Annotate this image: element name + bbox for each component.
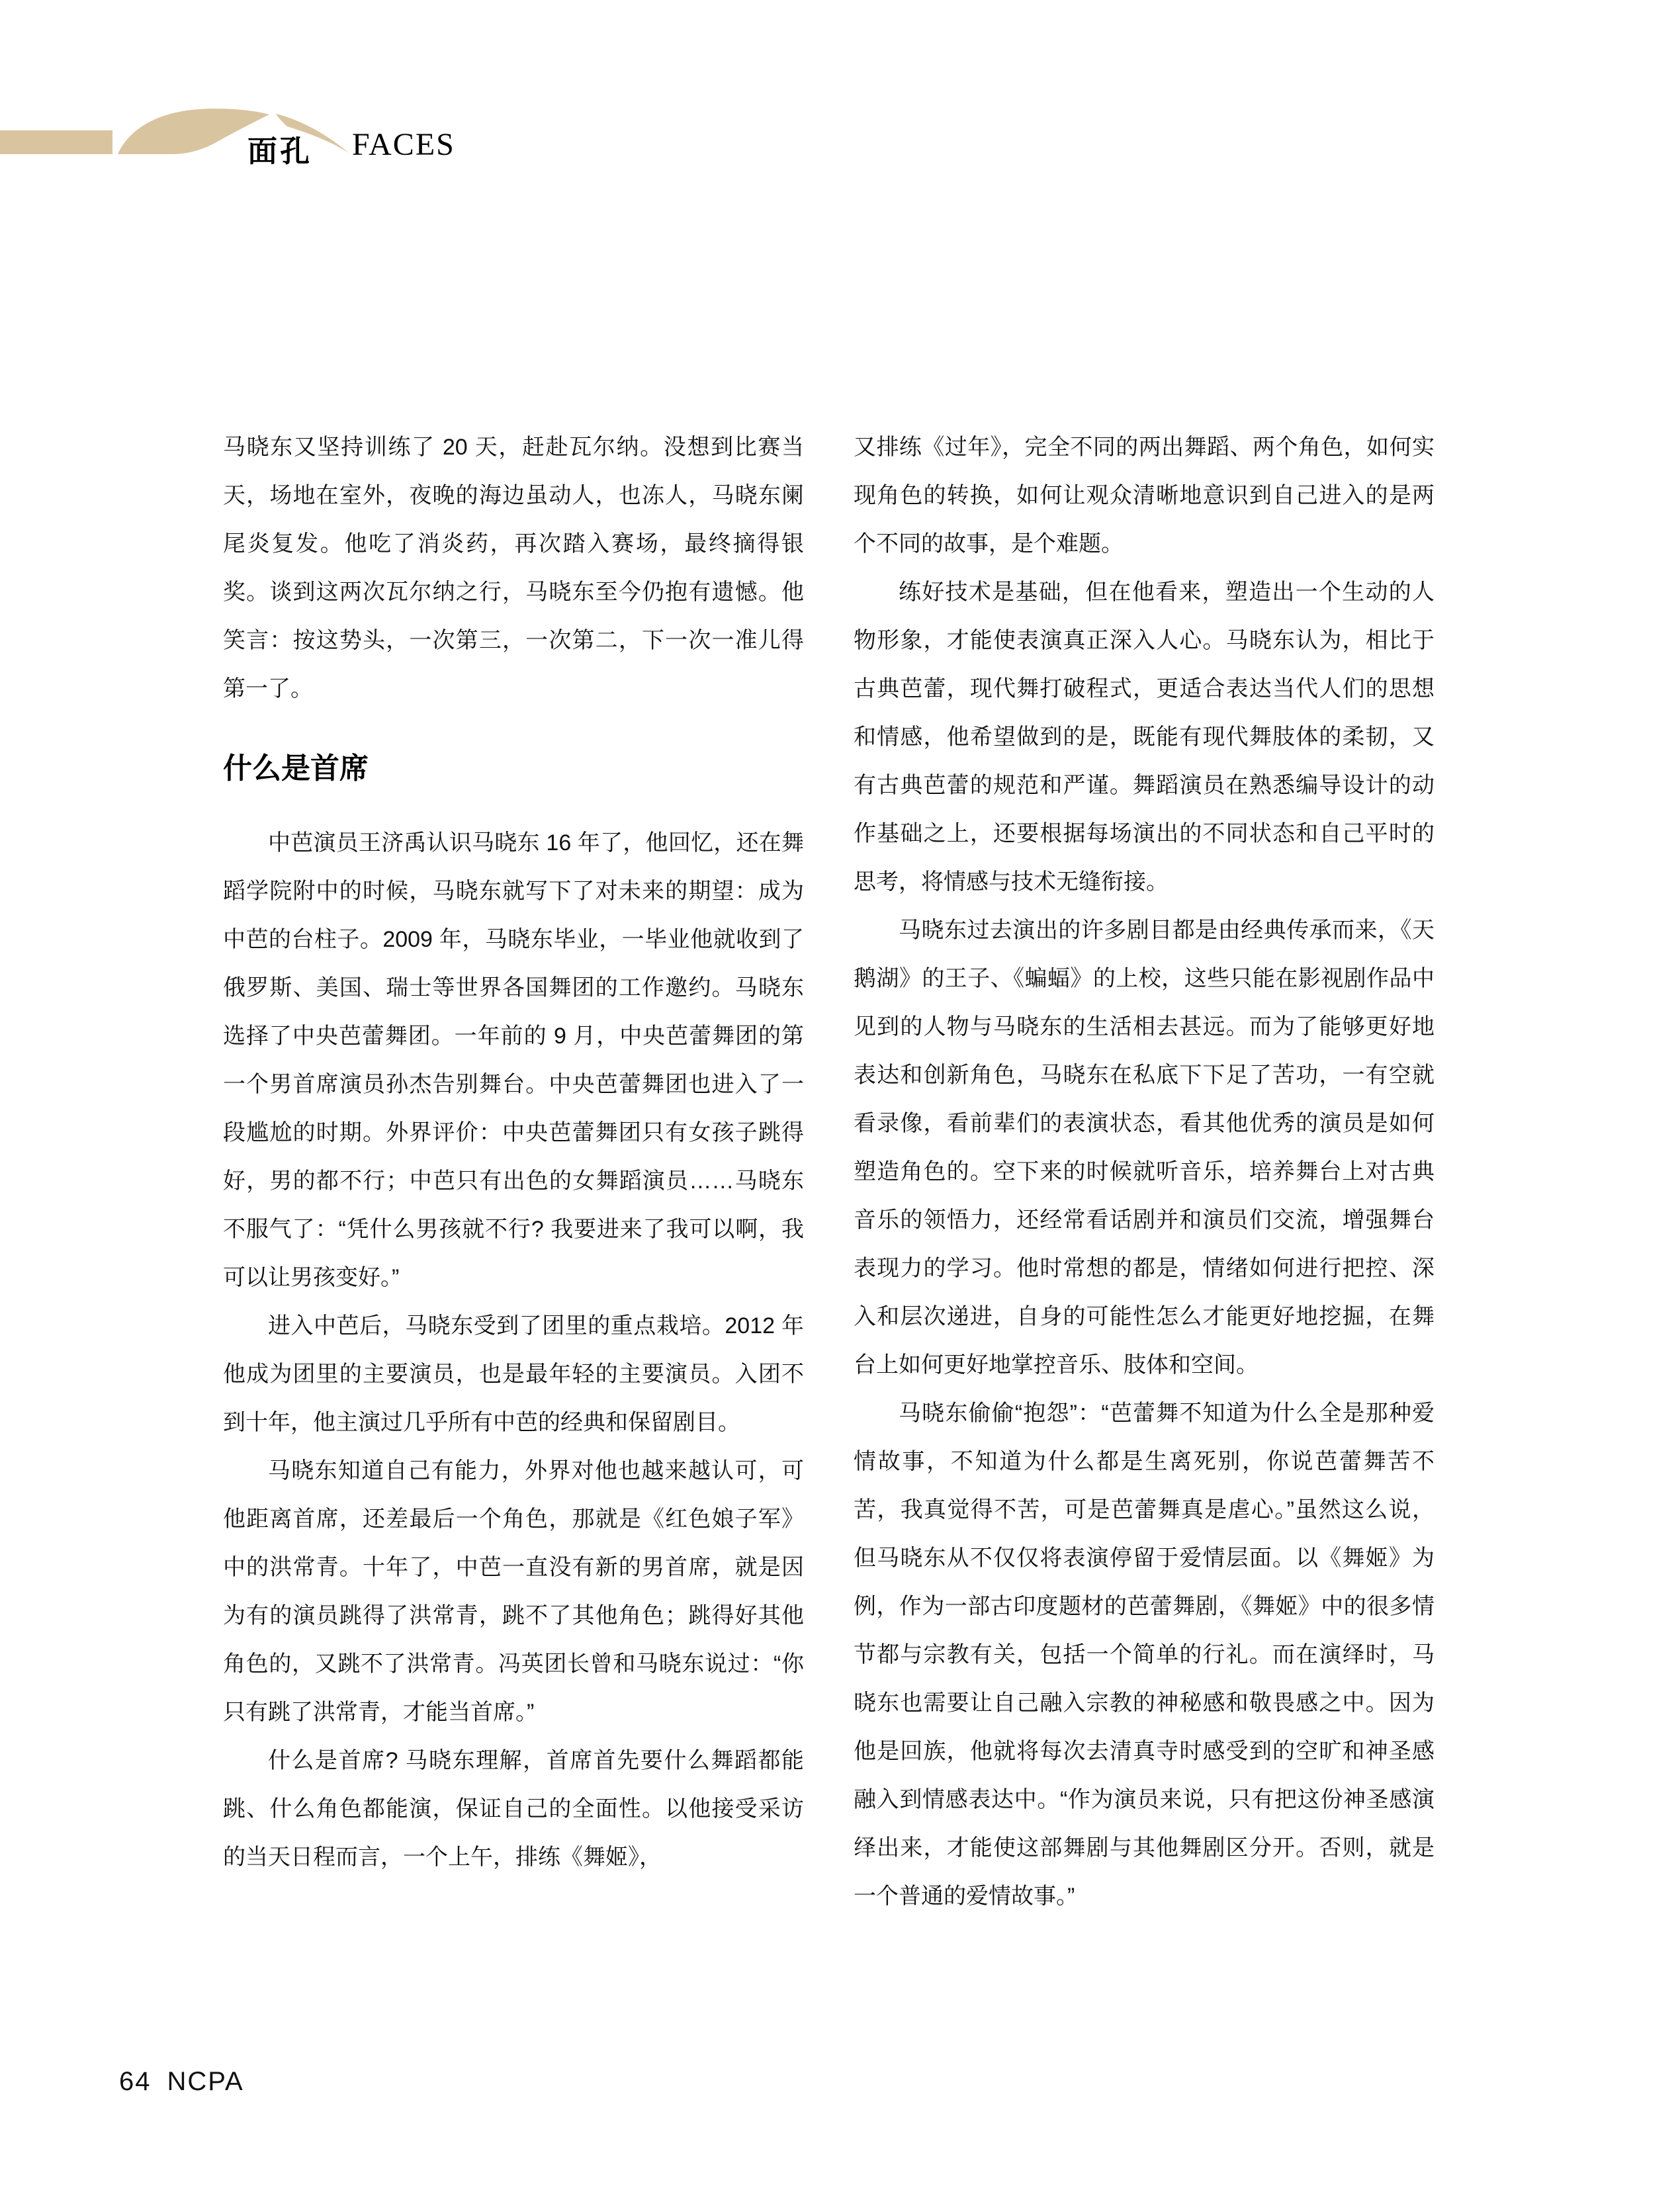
header-accent-bar bbox=[0, 130, 112, 154]
paragraph: 马晓东过去演出的许多剧目都是由经典传承而来，《天鹅湖》的王子、《蝙蝠》的上校，这些只能在影视剧作品中见到的人物与马晓东的生活相去甚远。而为了能够更好地表达和创新角色，马晓东在私底下下足了苦功，一有空就看录像，看前辈们的表演状态，看其他优秀的演员是如何塑造角色的。空下来的时候就听音乐，培养舞台上对古典音乐的领悟力，还经常看话剧并和演员们交流，增强舞台表现力的学习。他时常想的都是，情绪如何进行把控、深入和层次递进，自身的可能性怎么才能更好地挖掘，在舞台上如何更好地掌控音乐、肢体和空间。 bbox=[854, 918, 1435, 1378]
opening-paragraph: 马晓东又坚持训练了 20 天，赶赴瓦尔纳。没想到比赛当天，场地在室外，夜晚的海边虽动人，也冻人，马晓东阑尾炎复发。他吃了消炎药，再次踏入赛场，最终摘得银奖。谈到这两次瓦尔纳之行，马晓东至今仍抱有遗憾。他笑言：按这势头，一次第三，一次第二，下一次一准儿得第一了。 bbox=[223, 435, 804, 701]
paragraph: 什么是首席? 马晓东理解，首席首先要什么舞蹈都能跳、什么角色都能演，保证自己的全面性。以他接受采访的当天日程而言，一个上午，排练《舞姬》， bbox=[223, 1748, 804, 1870]
paragraph-list bbox=[854, 568, 1435, 1921]
page-number: 64 bbox=[119, 2067, 152, 2096]
left-column bbox=[223, 423, 804, 1882]
paragraph-list bbox=[223, 819, 804, 1882]
page-footer bbox=[119, 2067, 244, 2097]
section-heading: 什么是首席 bbox=[223, 752, 369, 785]
paragraph: 进入中芭后，马晓东受到了团里的重点栽培。2012 年他成为团里的主要演员，也是最年轻的主要演员。入团不到十年，他主演过几乎所有中芭的经典和保留剧目。 bbox=[223, 1313, 804, 1435]
paragraph: 练好技术是基础，但在他看来，塑造出一个生动的人物形象，才能使表演真正深入人心。马晓东认为，相比于古典芭蕾，现代舞打破程式，更适合表达当代人们的思想和情感，他希望做到的是，既能有现代舞肢体的柔韧，又有古典芭蕾的规范和严谨。舞蹈演员在熟悉编导设计的动作基础之上，还要根据每场演出的不同状态和自己平时的思考，将情感与技术无缝衔接。 bbox=[854, 580, 1435, 895]
section-title-chinese: 面孔 bbox=[247, 134, 313, 168]
right-column bbox=[854, 423, 1435, 1921]
magazine-code: NCPA bbox=[167, 2067, 244, 2096]
section-title-english: FACES bbox=[352, 127, 455, 162]
paragraph: 马晓东知道自己有能力，外界对他也越来越认可，可他距离首席，还差最后一个角色，那就是《红色娘子军》中的洪常青。十年了，中芭一直没有新的男首席，就是因为有的演员跳得了洪常青，跳不了其他角色；跳得好其他角色的，又跳不了洪常青。冯英团长曾和马晓东说过：“你只有跳了洪常青，才能当首席。” bbox=[223, 1458, 804, 1725]
paragraph: 中芭演员王济禹认识马晓东 16 年了，他回忆，还在舞蹈学院附中的时候，马晓东就写下了对未来的期望：成为中芭的台柱子。2009 年，马晓东毕业，一毕业他就收到了俄罗斯、美国、瑞士等世界各国舞团的工作邀约。马晓东选择了中央芭蕾舞团。一年前的 9 月，中央芭蕾舞团的第一个男首席演员孙杰告别舞台。中央芭蕾舞团也进入了一段尴尬的时期。外界评价：中央芭蕾舞团只有女孩子跳得好，男的都不行；中芭只有出色的女舞蹈演员……马晓东不服气了：“凭什么男孩就不行? 我要进来了我可以啊，我可以让男孩变好。” bbox=[223, 830, 804, 1290]
opening-paragraph: 又排练《过年》，完全不同的两出舞蹈、两个角色，如何实现角色的转换，如何让观众清晰地意识到自己进入的是两个不同的故事，是个难题。 bbox=[854, 435, 1435, 556]
paragraph: 马晓东偷偷“抱怨”：“芭蕾舞不知道为什么全是那种爱情故事，不知道为什么都是生离死别，你说芭蕾舞苦不苦，我真觉得不苦，可是芭蕾舞真是虐心。”虽然这么说，但马晓东从不仅仅将表演停留于爱情层面。以《舞姬》为例，作为一部古印度题材的芭蕾舞剧，《舞姬》中的很多情节都与宗教有关，包括一个简单的行礼。而在演绎时，马晓东也需要让自己融入宗教的神秘感和敬畏感之中。因为他是回族，他就将每次去清真寺时感受到的空旷和神圣感融入到情感表达中。“作为演员来说，只有把这份神圣感演绎出来，才能使这部舞剧与其他舞剧区分开。否则，就是一个普通的爱情故事。” bbox=[854, 1401, 1435, 1909]
faces-swoosh-icon bbox=[114, 108, 349, 154]
